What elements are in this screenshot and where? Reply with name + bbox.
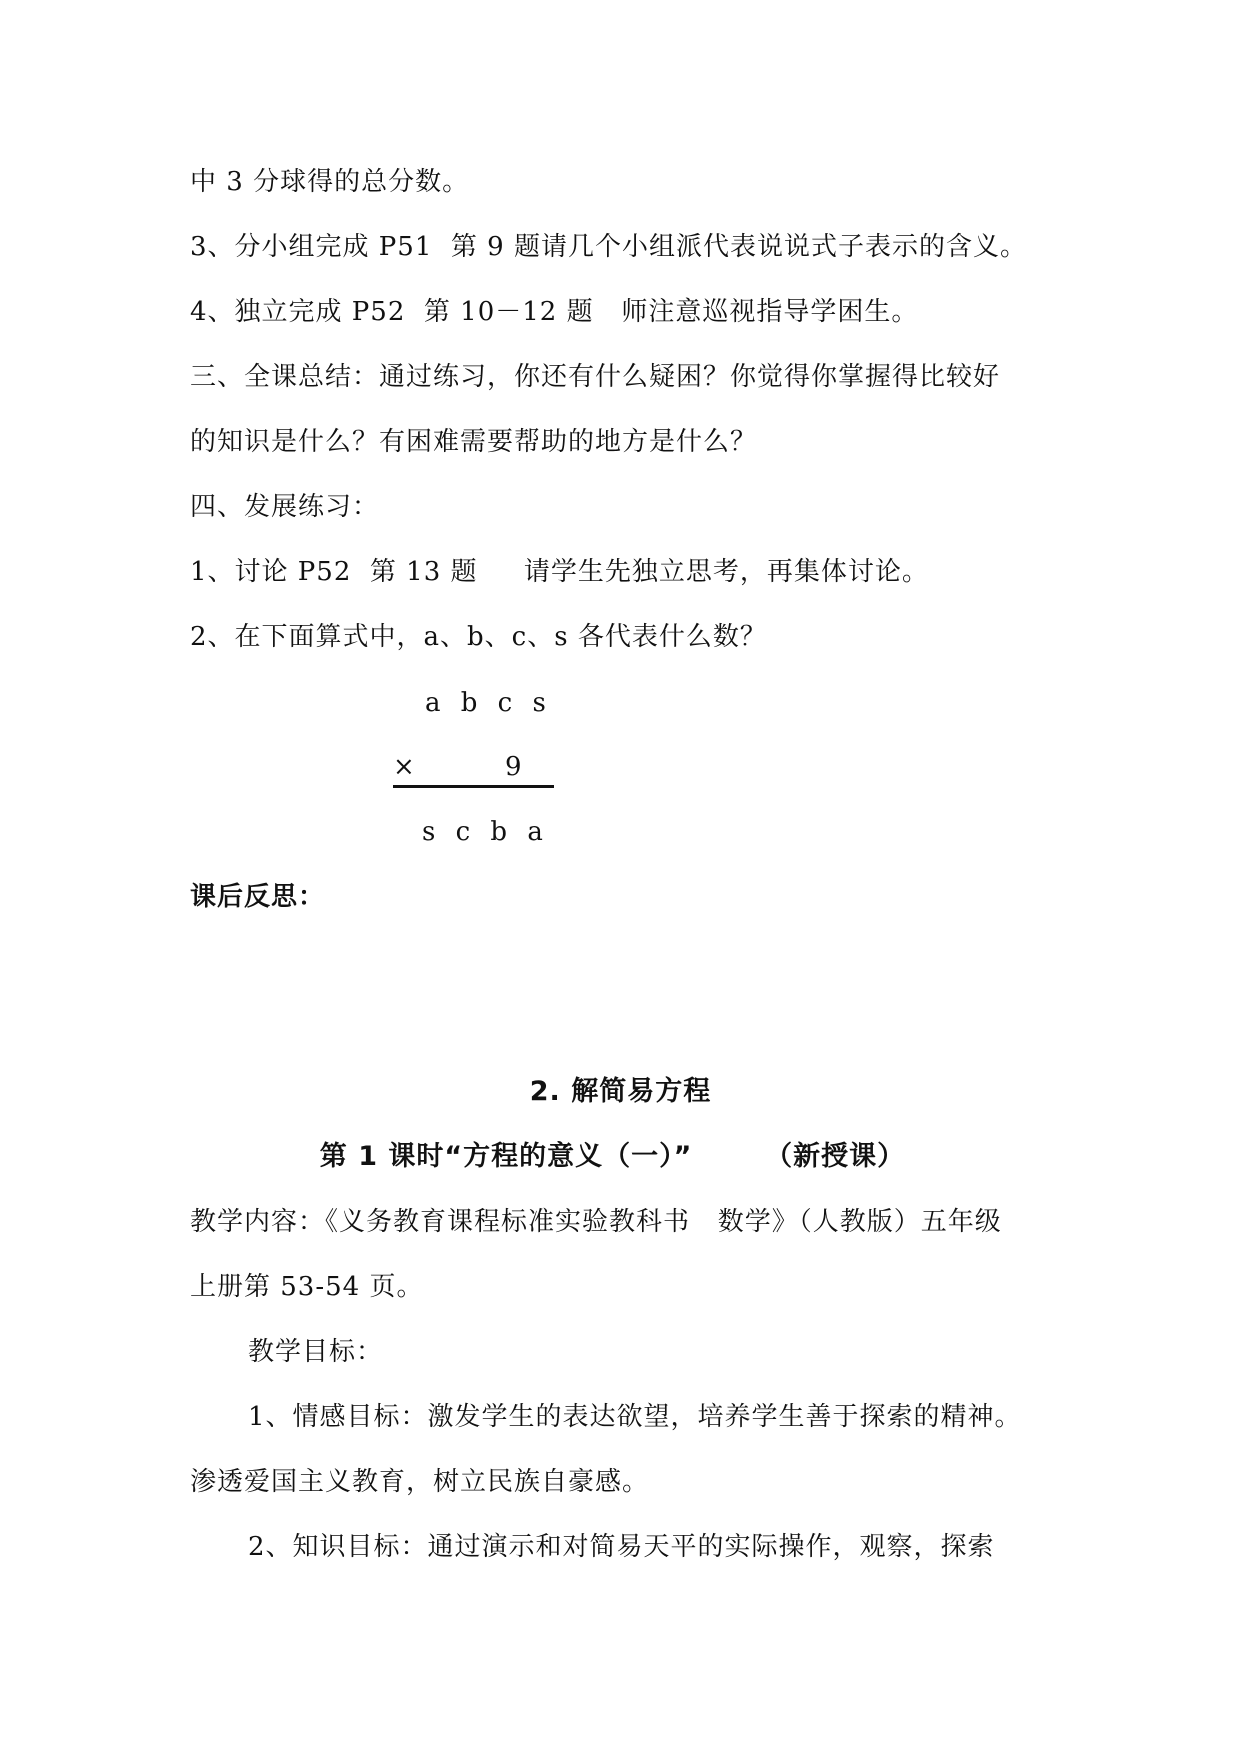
product: s c b a	[422, 817, 549, 847]
teaching-content: 教学内容：《义务教育课程标准实验教科书 数学》（人教版）五年级	[190, 1207, 1002, 1237]
lesson-title: 第 1 课时“方程的意义（一）” （新授课）	[319, 1141, 906, 1172]
teaching-goals-heading: 教学目标：	[248, 1337, 384, 1367]
text-line: 3、分小组完成 P51 第 9 题请几个小组派代表说说式子表示的含义。	[190, 232, 1027, 262]
text-line: 1、讨论 P52 第 13 题 请学生先独立思考，再集体讨论。	[190, 557, 929, 587]
text-line: 2、在下面算式中，a、b、c、s 各代表什么数？	[190, 622, 767, 652]
knowledge-goal: 2、知识目标：通过演示和对简易天平的实际操作，观察，探索	[248, 1532, 995, 1562]
sum-rule	[393, 785, 554, 788]
emotion-goal-cont: 渗透爱国主义教育，树立民族自豪感。	[190, 1467, 650, 1497]
text-line: 中 3 分球得的总分数。	[190, 167, 470, 197]
multiplier: 9	[505, 752, 528, 782]
teaching-content-cont: 上册第 53-54 页。	[190, 1272, 424, 1302]
times-sign: ×	[393, 752, 421, 782]
multiplicand: a b c s	[425, 688, 552, 718]
section-title: 2. 解简易方程	[529, 1076, 712, 1107]
text-line: 三、全课总结：通过练习，你还有什么疑困？你觉得你掌握得比较好	[190, 362, 1001, 392]
text-line: 四、发展练习：	[190, 492, 380, 522]
emotion-goal: 1、情感目标：激发学生的表达欲望，培养学生善于探索的精神。	[248, 1402, 1022, 1432]
text-line: 4、独立完成 P52 第 10－12 题 师注意巡视指导学困生。	[190, 297, 919, 327]
reflection-heading: 课后反思：	[190, 882, 326, 912]
text-line: 的知识是什么？有困难需要帮助的地方是什么？	[190, 427, 758, 457]
